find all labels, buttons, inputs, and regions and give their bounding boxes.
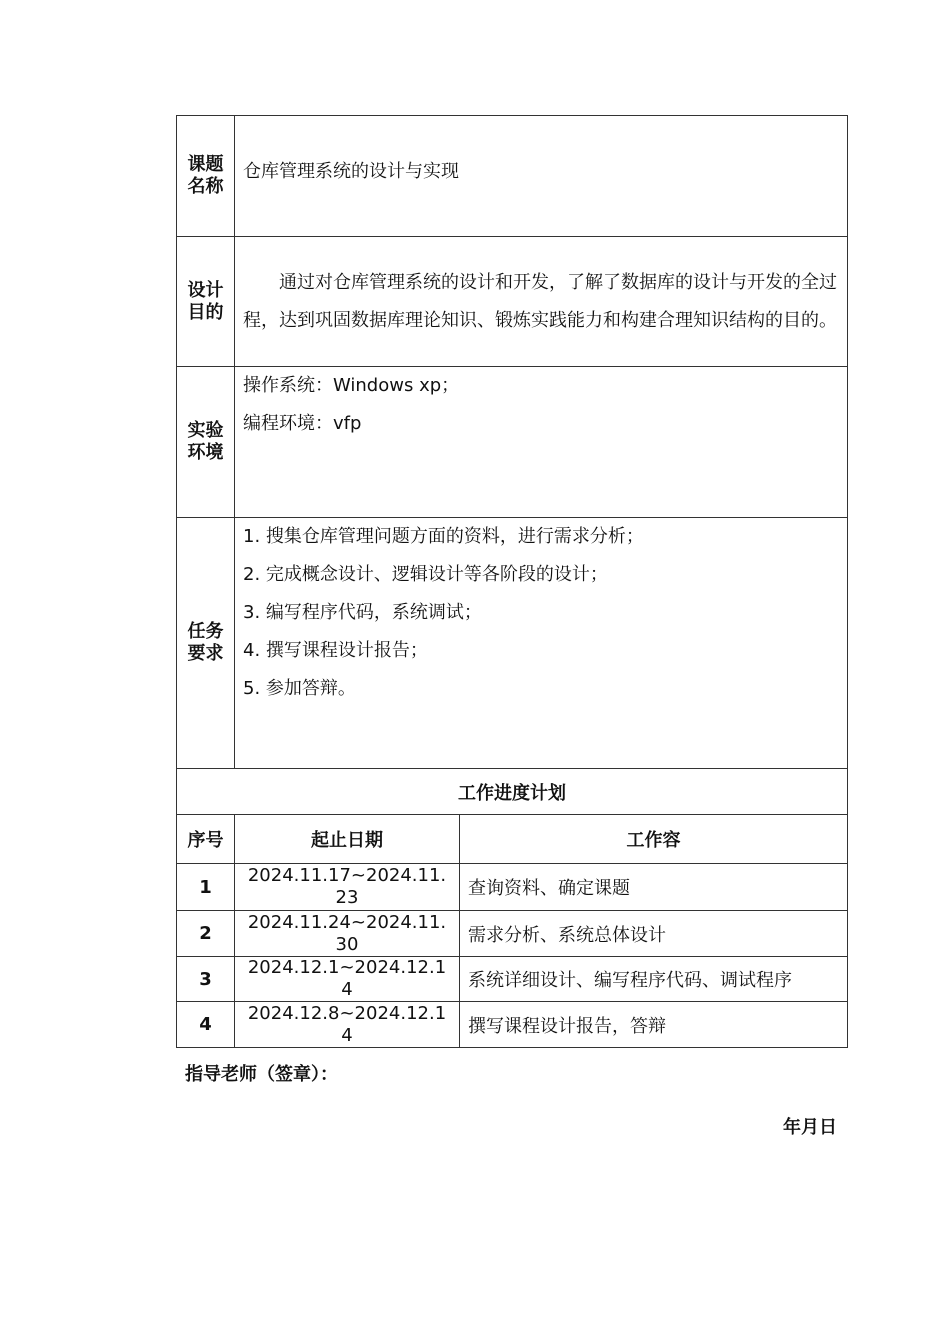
requirement-item: 2. 完成概念设计、逻辑设计等各阶段的设计；	[243, 564, 608, 585]
table-row	[177, 957, 848, 1002]
row-environment	[177, 367, 848, 518]
table-row	[177, 864, 848, 911]
row-no: 2	[177, 911, 235, 957]
row-title	[177, 116, 848, 237]
table-row	[177, 1002, 848, 1048]
table-row	[177, 911, 848, 957]
value-title: 仓库管理系统的设计与实现	[235, 116, 848, 237]
value-environment: 操作系统：Windows xp； 编程环境：vfp	[235, 367, 848, 518]
row-date: 2024.11.17~2024.11.23	[235, 864, 460, 911]
schedule-header-row	[177, 815, 848, 864]
value-purpose: 通过对仓库管理系统的设计和开发，了解了数据库的设计与开发的全过程，达到巩固数据库理论知识、锻炼实践能力和构建合理知识结构的目的。	[235, 237, 848, 367]
row-task: 撰写课程设计报告，答辩	[460, 1002, 848, 1048]
row-no: 4	[177, 1002, 235, 1048]
advisor-signature-label: 指导老师（签章）：	[185, 1064, 338, 1085]
row-requirements	[177, 518, 848, 769]
schedule-title: 工作进度计划	[177, 769, 848, 815]
requirement-item: 3. 编写程序代码，系统调试；	[243, 602, 482, 623]
requirement-item: 1. 搜集仓库管理问题方面的资料，进行需求分析；	[243, 526, 644, 547]
requirement-item: 5. 参加答辩。	[243, 678, 356, 699]
row-no: 1	[177, 864, 235, 911]
row-date: 2024.12.1~2024.12.14	[235, 957, 460, 1002]
course-design-form	[176, 115, 848, 1048]
header-task: 工作容	[460, 815, 848, 864]
row-date: 2024.12.8~2024.12.14	[235, 1002, 460, 1048]
value-requirements	[235, 518, 848, 769]
row-task: 查询资料、确定课题	[460, 864, 848, 911]
row-task: 系统详细设计、编写程序代码、调试程序	[460, 957, 848, 1002]
header-date: 起止日期	[235, 815, 460, 864]
row-schedule-title	[177, 769, 848, 815]
row-no: 3	[177, 957, 235, 1002]
header-no: 序号	[177, 815, 235, 864]
label-title: 课题 名称	[177, 116, 235, 237]
row-task: 需求分析、系统总体设计	[460, 911, 848, 957]
row-purpose	[177, 237, 848, 367]
row-date: 2024.11.24~2024.11.30	[235, 911, 460, 957]
requirement-item: 4. 撰写课程设计报告；	[243, 640, 428, 661]
label-environment: 实验 环境	[177, 367, 235, 518]
date-label: 年月日	[783, 1117, 837, 1138]
label-purpose: 设计 目的	[177, 237, 235, 367]
label-requirements: 任务 要求	[177, 518, 235, 769]
